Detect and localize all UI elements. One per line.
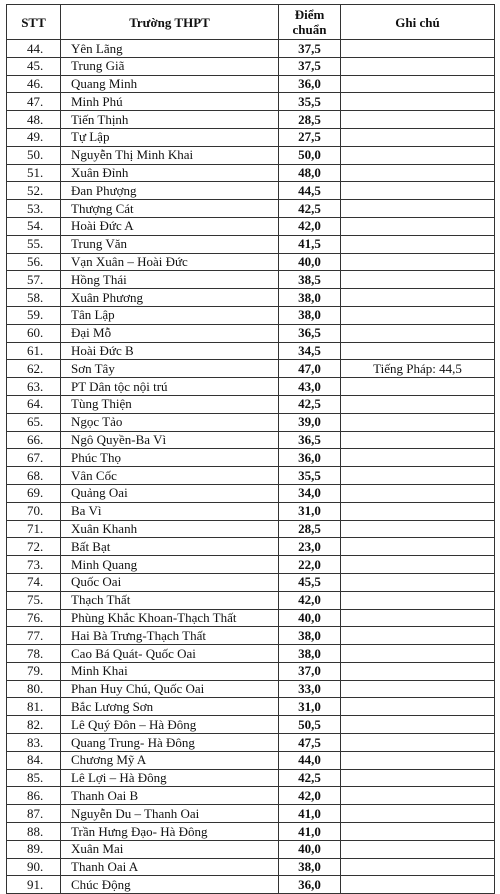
score-cell: 47,0 xyxy=(279,360,341,378)
table-body xyxy=(7,40,495,894)
stt-cell: 91. xyxy=(7,876,61,894)
table-row xyxy=(7,253,495,271)
school-name-cell: Tân Lập xyxy=(61,306,279,324)
note-cell xyxy=(341,716,495,734)
score-cell: 36,0 xyxy=(279,449,341,467)
score-cell: 28,5 xyxy=(279,520,341,538)
school-name-cell: Chương Mỹ A xyxy=(61,751,279,769)
score-cell: 38,0 xyxy=(279,645,341,663)
table-row xyxy=(7,306,495,324)
header-score-line2: chuẩn xyxy=(292,22,327,37)
stt-cell: 82. xyxy=(7,716,61,734)
note-cell xyxy=(341,253,495,271)
score-cell: 38,0 xyxy=(279,858,341,876)
note-cell xyxy=(341,573,495,591)
table-row xyxy=(7,538,495,556)
note-cell xyxy=(341,40,495,58)
score-cell: 31,0 xyxy=(279,502,341,520)
note-cell xyxy=(341,306,495,324)
table-row xyxy=(7,324,495,342)
school-name-cell: Nguyễn Thị Minh Khai xyxy=(61,146,279,164)
table-row xyxy=(7,680,495,698)
school-name-cell: Ba Vì xyxy=(61,502,279,520)
note-cell xyxy=(341,342,495,360)
school-name-cell: Cao Bá Quát- Quốc Oai xyxy=(61,645,279,663)
school-name-cell: Bắc Lương Sơn xyxy=(61,698,279,716)
score-cell: 22,0 xyxy=(279,556,341,574)
score-cell: 50,5 xyxy=(279,716,341,734)
note-cell xyxy=(341,93,495,111)
school-name-cell: Hoài Đức B xyxy=(61,342,279,360)
score-cell: 36,0 xyxy=(279,876,341,894)
school-name-cell: Vân Cốc xyxy=(61,467,279,485)
score-cell: 35,5 xyxy=(279,93,341,111)
table-row xyxy=(7,734,495,752)
school-name-cell: Thanh Oai B xyxy=(61,787,279,805)
note-cell xyxy=(341,395,495,413)
table-row xyxy=(7,271,495,289)
school-name-cell: Trần Hưng Đạo- Hà Đông xyxy=(61,823,279,841)
table-row xyxy=(7,342,495,360)
table-row xyxy=(7,716,495,734)
school-name-cell: Hoài Đức A xyxy=(61,217,279,235)
note-cell xyxy=(341,680,495,698)
note-cell xyxy=(341,698,495,716)
table-row xyxy=(7,484,495,502)
note-cell xyxy=(341,538,495,556)
score-cell: 43,0 xyxy=(279,378,341,396)
stt-cell: 89. xyxy=(7,840,61,858)
note-cell xyxy=(341,146,495,164)
note-cell xyxy=(341,324,495,342)
stt-cell: 57. xyxy=(7,271,61,289)
stt-cell: 58. xyxy=(7,289,61,307)
table-row xyxy=(7,40,495,58)
note-cell xyxy=(341,182,495,200)
stt-cell: 52. xyxy=(7,182,61,200)
table-row xyxy=(7,591,495,609)
header-score xyxy=(279,5,341,40)
table-row xyxy=(7,467,495,485)
table-row xyxy=(7,146,495,164)
table-row xyxy=(7,645,495,663)
stt-cell: 45. xyxy=(7,57,61,75)
stt-cell: 48. xyxy=(7,111,61,129)
note-cell xyxy=(341,235,495,253)
stt-cell: 65. xyxy=(7,413,61,431)
stt-cell: 77. xyxy=(7,627,61,645)
note-cell xyxy=(341,449,495,467)
note-cell xyxy=(341,751,495,769)
school-name-cell: Ngọc Tảo xyxy=(61,413,279,431)
stt-cell: 47. xyxy=(7,93,61,111)
score-cell: 42,5 xyxy=(279,395,341,413)
table-row xyxy=(7,360,495,378)
score-cell: 39,0 xyxy=(279,413,341,431)
score-cell: 41,5 xyxy=(279,235,341,253)
stt-cell: 59. xyxy=(7,306,61,324)
note-cell xyxy=(341,840,495,858)
stt-cell: 79. xyxy=(7,662,61,680)
stt-cell: 90. xyxy=(7,858,61,876)
school-name-cell: Thượng Cát xyxy=(61,200,279,218)
score-cell: 44,0 xyxy=(279,751,341,769)
table-row xyxy=(7,93,495,111)
school-name-cell: Minh Quang xyxy=(61,556,279,574)
note-cell xyxy=(341,805,495,823)
score-cell: 23,0 xyxy=(279,538,341,556)
table-row xyxy=(7,556,495,574)
note-cell xyxy=(341,876,495,894)
stt-cell: 50. xyxy=(7,146,61,164)
table-row xyxy=(7,200,495,218)
note-cell xyxy=(341,484,495,502)
school-name-cell: Quốc Oai xyxy=(61,573,279,591)
table-header-row xyxy=(7,5,495,40)
school-name-cell: Sơn Tây xyxy=(61,360,279,378)
table-row xyxy=(7,217,495,235)
note-cell xyxy=(341,787,495,805)
score-table-document xyxy=(6,4,494,894)
note-cell xyxy=(341,200,495,218)
school-name-cell: PT Dân tộc nội trú xyxy=(61,378,279,396)
school-name-cell: Yên Lãng xyxy=(61,40,279,58)
stt-cell: 73. xyxy=(7,556,61,574)
table-row xyxy=(7,235,495,253)
table-row xyxy=(7,289,495,307)
note-cell xyxy=(341,645,495,663)
note-cell xyxy=(341,502,495,520)
stt-cell: 53. xyxy=(7,200,61,218)
admission-score-table xyxy=(6,4,495,894)
school-name-cell: Quang Minh xyxy=(61,75,279,93)
note-cell xyxy=(341,769,495,787)
note-cell xyxy=(341,128,495,146)
table-row xyxy=(7,627,495,645)
score-cell: 50,0 xyxy=(279,146,341,164)
school-name-cell: Xuân Đỉnh xyxy=(61,164,279,182)
school-name-cell: Xuân Mai xyxy=(61,840,279,858)
score-cell: 47,5 xyxy=(279,734,341,752)
table-row xyxy=(7,431,495,449)
note-cell xyxy=(341,823,495,841)
note-cell xyxy=(341,271,495,289)
score-cell: 36,5 xyxy=(279,324,341,342)
school-name-cell: Lê Quý Đôn – Hà Đông xyxy=(61,716,279,734)
school-name-cell: Thanh Oai A xyxy=(61,858,279,876)
table-row xyxy=(7,164,495,182)
table-row xyxy=(7,698,495,716)
stt-cell: 44. xyxy=(7,40,61,58)
school-name-cell: Phan Huy Chú, Quốc Oai xyxy=(61,680,279,698)
note-cell xyxy=(341,467,495,485)
school-name-cell: Lê Lợi – Hà Đông xyxy=(61,769,279,787)
score-cell: 36,5 xyxy=(279,431,341,449)
table-row xyxy=(7,57,495,75)
note-cell xyxy=(341,734,495,752)
note-cell xyxy=(341,609,495,627)
score-cell: 41,0 xyxy=(279,823,341,841)
note-cell xyxy=(341,858,495,876)
table-row xyxy=(7,75,495,93)
score-cell: 42,0 xyxy=(279,591,341,609)
school-name-cell: Trung Văn xyxy=(61,235,279,253)
table-row xyxy=(7,395,495,413)
score-cell: 37,0 xyxy=(279,662,341,680)
table-row xyxy=(7,413,495,431)
school-name-cell: Vạn Xuân – Hoài Đức xyxy=(61,253,279,271)
score-cell: 42,0 xyxy=(279,787,341,805)
stt-cell: 55. xyxy=(7,235,61,253)
stt-cell: 84. xyxy=(7,751,61,769)
stt-cell: 49. xyxy=(7,128,61,146)
score-cell: 42,0 xyxy=(279,217,341,235)
table-row xyxy=(7,858,495,876)
table-row xyxy=(7,520,495,538)
header-stt: STT xyxy=(7,5,61,40)
stt-cell: 66. xyxy=(7,431,61,449)
note-cell xyxy=(341,413,495,431)
table-row xyxy=(7,787,495,805)
score-cell: 38,5 xyxy=(279,271,341,289)
stt-cell: 56. xyxy=(7,253,61,271)
stt-cell: 78. xyxy=(7,645,61,663)
table-row xyxy=(7,378,495,396)
note-cell xyxy=(341,289,495,307)
school-name-cell: Chúc Động xyxy=(61,876,279,894)
score-cell: 33,0 xyxy=(279,680,341,698)
score-cell: 37,5 xyxy=(279,40,341,58)
note-cell xyxy=(341,662,495,680)
school-name-cell: Quang Trung- Hà Đông xyxy=(61,734,279,752)
header-note: Ghi chú xyxy=(341,5,495,40)
school-name-cell: Ngô Quyền-Ba Vì xyxy=(61,431,279,449)
table-row xyxy=(7,823,495,841)
note-cell xyxy=(341,556,495,574)
score-cell: 44,5 xyxy=(279,182,341,200)
school-name-cell: Nguyễn Du – Thanh Oai xyxy=(61,805,279,823)
stt-cell: 63. xyxy=(7,378,61,396)
note-cell: Tiếng Pháp: 44,5 xyxy=(341,360,495,378)
stt-cell: 54. xyxy=(7,217,61,235)
school-name-cell: Tiến Thịnh xyxy=(61,111,279,129)
score-cell: 40,0 xyxy=(279,253,341,271)
note-cell xyxy=(341,591,495,609)
school-name-cell: Đan Phượng xyxy=(61,182,279,200)
note-cell xyxy=(341,57,495,75)
stt-cell: 64. xyxy=(7,395,61,413)
score-cell: 38,0 xyxy=(279,627,341,645)
note-cell xyxy=(341,164,495,182)
school-name-cell: Xuân Phương xyxy=(61,289,279,307)
school-name-cell: Quảng Oai xyxy=(61,484,279,502)
stt-cell: 86. xyxy=(7,787,61,805)
score-cell: 38,0 xyxy=(279,289,341,307)
note-cell xyxy=(341,111,495,129)
note-cell xyxy=(341,217,495,235)
score-cell: 41,0 xyxy=(279,805,341,823)
table-row xyxy=(7,128,495,146)
school-name-cell: Hồng Thái xyxy=(61,271,279,289)
note-cell xyxy=(341,431,495,449)
stt-cell: 88. xyxy=(7,823,61,841)
stt-cell: 51. xyxy=(7,164,61,182)
school-name-cell: Minh Khai xyxy=(61,662,279,680)
school-name-cell: Xuân Khanh xyxy=(61,520,279,538)
school-name-cell: Bất Bạt xyxy=(61,538,279,556)
note-cell xyxy=(341,627,495,645)
table-row xyxy=(7,609,495,627)
score-cell: 42,5 xyxy=(279,200,341,218)
stt-cell: 67. xyxy=(7,449,61,467)
school-name-cell: Phùng Khắc Khoan-Thạch Thất xyxy=(61,609,279,627)
school-name-cell: Hai Bà Trưng-Thạch Thất xyxy=(61,627,279,645)
score-cell: 38,0 xyxy=(279,306,341,324)
stt-cell: 83. xyxy=(7,734,61,752)
score-cell: 37,5 xyxy=(279,57,341,75)
header-school: Trường THPT xyxy=(61,5,279,40)
score-cell: 34,0 xyxy=(279,484,341,502)
school-name-cell: Tự Lập xyxy=(61,128,279,146)
table-row xyxy=(7,805,495,823)
school-name-cell: Đại Mỗ xyxy=(61,324,279,342)
score-cell: 40,0 xyxy=(279,840,341,858)
stt-cell: 71. xyxy=(7,520,61,538)
school-name-cell: Thạch Thất xyxy=(61,591,279,609)
table-row xyxy=(7,502,495,520)
table-row xyxy=(7,182,495,200)
score-cell: 40,0 xyxy=(279,609,341,627)
score-cell: 45,5 xyxy=(279,573,341,591)
school-name-cell: Tùng Thiện xyxy=(61,395,279,413)
stt-cell: 75. xyxy=(7,591,61,609)
note-cell xyxy=(341,378,495,396)
score-cell: 42,5 xyxy=(279,769,341,787)
score-cell: 36,0 xyxy=(279,75,341,93)
table-row xyxy=(7,751,495,769)
school-name-cell: Phúc Thọ xyxy=(61,449,279,467)
stt-cell: 72. xyxy=(7,538,61,556)
stt-cell: 87. xyxy=(7,805,61,823)
table-row xyxy=(7,111,495,129)
stt-cell: 68. xyxy=(7,467,61,485)
table-row xyxy=(7,876,495,894)
stt-cell: 62. xyxy=(7,360,61,378)
stt-cell: 61. xyxy=(7,342,61,360)
stt-cell: 85. xyxy=(7,769,61,787)
score-cell: 27,5 xyxy=(279,128,341,146)
score-cell: 48,0 xyxy=(279,164,341,182)
stt-cell: 76. xyxy=(7,609,61,627)
stt-cell: 46. xyxy=(7,75,61,93)
stt-cell: 80. xyxy=(7,680,61,698)
stt-cell: 60. xyxy=(7,324,61,342)
table-row xyxy=(7,662,495,680)
header-score-line1: Điểm xyxy=(294,7,325,22)
stt-cell: 74. xyxy=(7,573,61,591)
table-row xyxy=(7,769,495,787)
stt-cell: 81. xyxy=(7,698,61,716)
table-row xyxy=(7,573,495,591)
table-row xyxy=(7,840,495,858)
table-row xyxy=(7,449,495,467)
score-cell: 31,0 xyxy=(279,698,341,716)
note-cell xyxy=(341,75,495,93)
stt-cell: 70. xyxy=(7,502,61,520)
school-name-cell: Minh Phú xyxy=(61,93,279,111)
school-name-cell: Trung Giã xyxy=(61,57,279,75)
stt-cell: 69. xyxy=(7,484,61,502)
score-cell: 28,5 xyxy=(279,111,341,129)
note-cell xyxy=(341,520,495,538)
score-cell: 35,5 xyxy=(279,467,341,485)
score-cell: 34,5 xyxy=(279,342,341,360)
